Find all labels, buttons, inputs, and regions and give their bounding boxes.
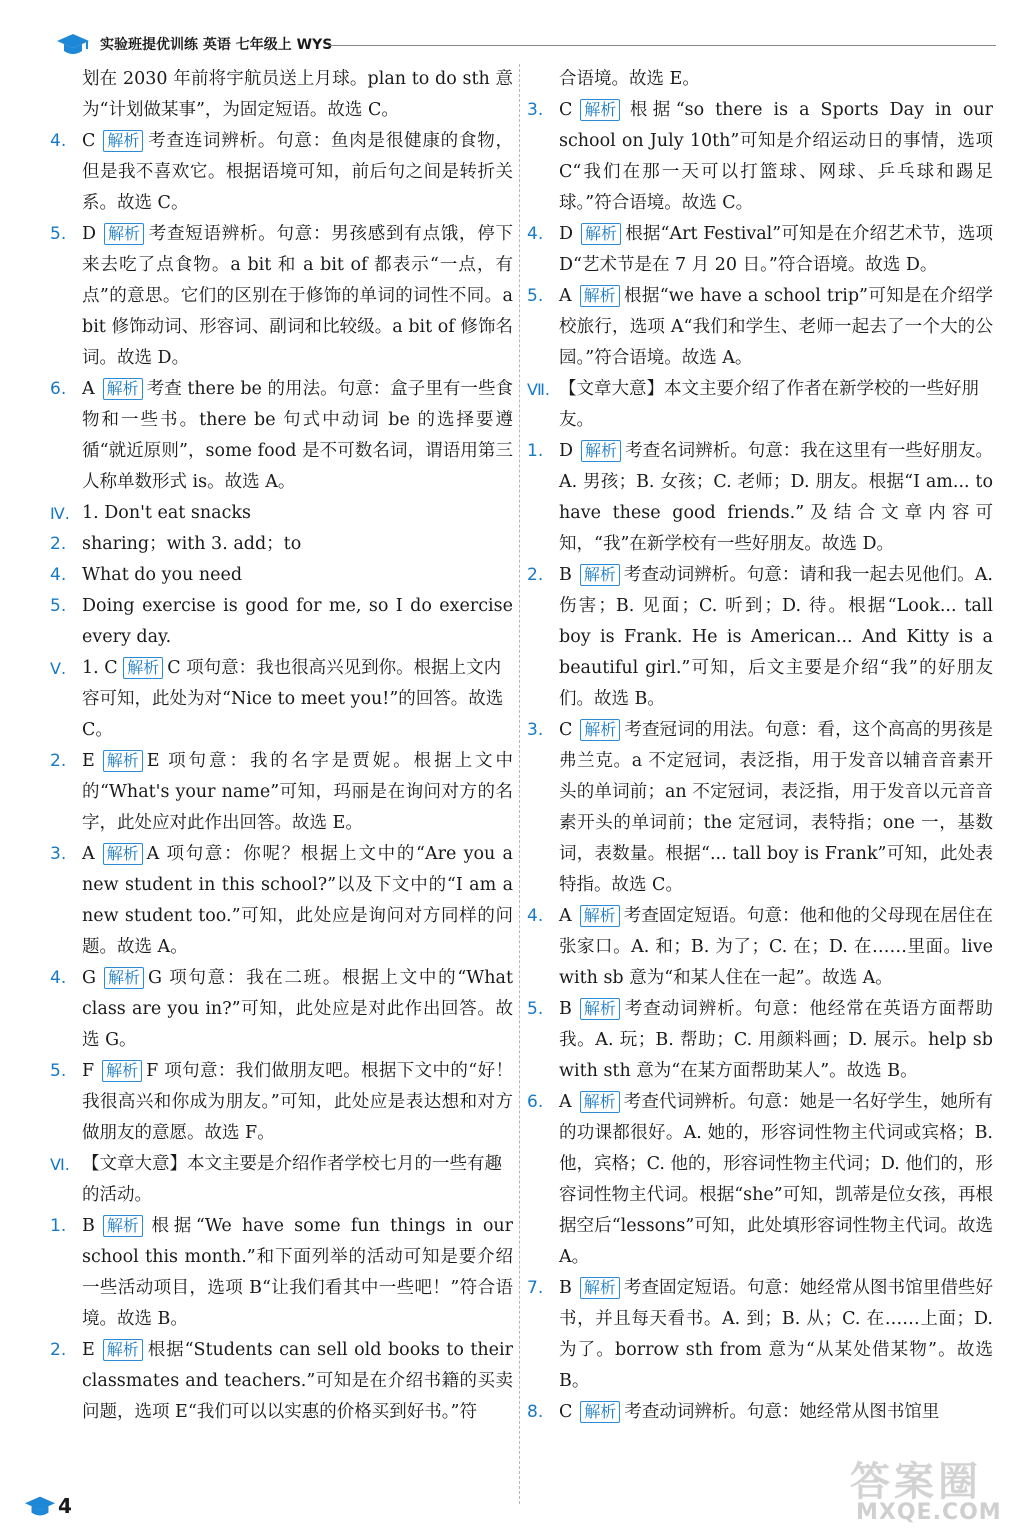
answer-choice: D [559,224,574,244]
answer-item [527,219,993,281]
answer-text: 考查固定短语。句意：他和他的父母现在居住在张家口。A. 和；B. 为了；C. 在；D. 在……里面。live with sb 意为“和某人住在一起”。故选 A。 [559,906,993,988]
question-number: 4. [527,906,544,926]
answer-choice: E [82,1340,95,1360]
question-number: 5. [527,999,544,1019]
question-number: 4. [50,968,67,988]
answer-choice: C [82,131,96,151]
answer-choice: B [559,999,572,1019]
answer-choice: C [559,1402,573,1422]
answer-item [50,560,513,591]
answer-text: 合语境。故选 E。 [559,69,700,89]
section-summary: 【文章大意】本文主要是介绍作者学校七月的一些有趣的活动。 [82,1154,502,1205]
analysis-tag: 解析 [580,1401,620,1423]
page-header [56,30,996,60]
answer-choice: F [82,1061,95,1081]
graduation-cap-icon [24,1494,56,1520]
section-number: Ⅴ. [50,659,67,678]
column-divider [519,64,520,1504]
question-number: 4. [527,224,544,244]
answer-item [50,1211,513,1335]
analysis-tag: 解析 [103,1215,143,1237]
question-number: 2. [50,751,67,771]
answer-choice: D [559,441,574,461]
answer-text: 1. C [82,658,124,678]
question-number: 6. [527,1092,544,1112]
question-number: 7. [527,1278,544,1298]
answer-choice: B [559,1278,572,1298]
analysis-tag: 解析 [580,1091,620,1113]
analysis-tag: 解析 [123,657,163,679]
answer-choice: A [559,286,572,306]
answer-choice: A [82,844,95,864]
answer-text: 根据“Students can sell old books to their classmates and teachers.”可知是在介绍书籍的买卖问题，选项 E“我们可以以实惠的价格买到好书。”符 [82,1340,513,1422]
answer-item [527,1273,993,1397]
answer-item [50,219,513,374]
answer-text: What do you need [82,565,243,585]
analysis-tag: 解析 [103,843,143,865]
section-heading [50,1149,513,1211]
analysis-tag: 解析 [580,285,620,307]
page-number [24,1494,84,1520]
answer-text: 根据“we have a school trip”可知是在介绍学校旅行，选项 A“我们和学生、老师一起去了一个大的公园。”符合语境。故选 A。 [559,286,993,368]
page-number-text: 4 [58,1494,72,1518]
watermark-url: MXQE.COM [856,1500,1002,1525]
answer-text: 根据“Art Festival”可知是在介绍艺术节，选项 D“艺术节是在 7 月 20 日。”符合语境。故选 D。 [559,224,993,275]
answer-text: 考查代词辨析。句意：她是一名好学生，她所有的功课都很好。A. 她的，形容词性物主代词或宾格；B. 他，宾格；C. 他的，形容词性物主代词；D. 他们的，形容词性物主代词。根据“she”可知，凯蒂是位女孩，再根据空后“lessons”可知，此处填形容词性物主代词。故选 A。 [559,1092,993,1267]
header-rule [328,45,996,46]
analysis-tag: 解析 [580,564,620,586]
answer-choice: B [559,565,572,585]
answer-text: 根据“We have some fun things in our school this month.”和下面列举的活动可知是要介绍一些活动项目，选项 B“让我们看其中一些吧！”符合语境。故选 B。 [82,1216,513,1329]
answer-item [527,1087,993,1273]
question-number: 4. [50,131,67,151]
answer-item [527,901,993,994]
analysis-tag: 解析 [103,130,143,152]
analysis-tag: 解析 [580,719,620,741]
answer-text: 考查短语辨析。句意：男孩感到有点饿，停下来去吃了点食物。a bit 和 a bit of 都表示“一点，有点”的意思。它们的区别在于修饰的单词的词性不同。a bit 修饰动词、形容词、副词和比较级。a bit of 修饰名词。故选 D。 [82,224,513,368]
answer-item [50,126,513,219]
answer-item [527,95,993,219]
answer-item [50,839,513,963]
answer-text: G 项句意：我在二班。根据上文中的“What class are you in?”可知，此处应是对此作出回答。故选 G。 [82,968,513,1050]
analysis-tag: 解析 [103,378,143,400]
section-first-item [50,498,513,529]
answer-text: 1. Don't eat snacks [82,503,251,523]
answer-text: C 项句意：我也很高兴见到你。根据上文内容可知，此处为对“Nice to meet you!”的回答。故选 C。 [82,658,504,740]
analysis-tag: 解析 [103,750,143,772]
book-title: 实验班提优训练 英语 七年级上 WYS [100,37,333,53]
answer-text: sharing；with 3. add；to [82,534,302,554]
question-number: 1. [50,1216,67,1236]
analysis-tag: 解析 [103,1339,143,1361]
question-number: 5. [527,286,544,306]
analysis-tag: 解析 [581,440,621,462]
question-number: 5. [50,596,67,616]
question-number: 5. [50,224,67,244]
answer-text: F 项句意：我们做朋友吧。根据下文中的“好！我很高兴和你成为朋友。”可知，此处应是表达想和对方做朋友的意愿。故选 F。 [82,1061,513,1143]
answer-choice: A [559,906,572,926]
answer-item [50,591,513,653]
question-number: 2. [527,565,544,585]
analysis-tag: 解析 [580,905,620,927]
answer-text: A 项句意：你呢？根据上文中的“Are you a new student in this school?”以及下文中的“I am a new student too.”可知，此处应是询问对方同样的问题。故选 A。 [82,844,513,957]
question-number: 3. [50,844,67,864]
question-number: 6. [50,379,67,399]
question-number: 5. [50,1061,67,1081]
watermark [840,1450,1020,1530]
question-number: 2. [50,1340,67,1360]
answer-choice: E [82,751,95,771]
answer-item [527,436,993,560]
answer-text: E 项句意：我的名字是贾妮。根据上文中的“What's your name”可知，玛丽是在询问对方的名字，此处应对此作出回答。故选 E。 [82,751,513,833]
answer-item [527,560,993,715]
answer-item [527,994,993,1087]
answer-text: 考查名词辨析。句意：我在这里有一些好朋友。A. 男孩；B. 女孩；C. 老师；D. 朋友。根据“I am... to have these good friends.”及结合文章内容可知，“我”在新学校有一些好朋友。故选 D。 [559,441,993,554]
answer-text: 考查固定短语。句意：她经常从图书馆里借些好书，并且每天看书。A. 到；B. 从；C. 在……上面；D. 为了。borrow sth from 意为“从某处借某物”。故选 B。 [559,1278,993,1391]
section-number: Ⅶ. [527,380,550,399]
left-column [50,64,513,1428]
answer-choice: A [559,1092,572,1112]
section-summary: 【文章大意】本文主要介绍了作者在新学校的一些好朋友。 [559,379,979,430]
question-number: 1. [527,441,544,461]
analysis-tag: 解析 [104,967,144,989]
question-number: 4. [50,565,67,585]
answer-text: 考查动词辨析。句意：他经常在英语方面帮助我。A. 玩；B. 帮助；C. 用颜料画；D. 展示。help sb with sth 意为“在某方面帮助某人”。故选 B。 [559,999,993,1081]
answer-text: Doing exercise is good for me, so I do exercise every day. [82,596,513,647]
answer-item [50,746,513,839]
answer-choice: C [559,100,573,120]
answer-item [527,1397,993,1428]
answer-text: 划在 2030 年前将宇航员送上月球。plan to do sth 意为“计划做某事”，为固定短语。故选 C。 [82,69,513,120]
question-number: 3. [527,100,544,120]
answer-choice: G [82,968,96,988]
question-number: 3. [527,720,544,740]
analysis-tag: 解析 [104,223,144,245]
answer-choice: B [82,1216,95,1236]
answer-item [50,529,513,560]
answer-item [527,281,993,374]
section-first-item [50,653,513,746]
analysis-tag: 解析 [102,1060,142,1082]
right-column [527,64,993,1428]
answer-choice: A [82,379,95,399]
answer-choice: C [559,720,573,740]
answer-text: 根据“so there is a Sports Day in our school on July 10th”可知是介绍运动日的事情，选项 C“我们在那一天可以打篮球、网球、乒乓球和踢足球。”符合语境。故选 C。 [559,100,993,213]
answer-continuation [527,64,993,95]
answer-item [50,1335,513,1428]
section-heading [527,374,993,436]
question-number: 2. [50,534,67,554]
analysis-tag: 解析 [580,1277,620,1299]
answer-text: 考查 there be 的用法。句意：盒子里有一些食物和一些书。there be 句式中动词 be 的选择要遵循“就近原则”，some food 是不可数名词，谓语用第三人称单数形式 is。故选 A。 [82,379,513,492]
answer-item [50,963,513,1056]
answer-text: 考查动词辨析。句意：请和我一起去见他们。A. 伤害；B. 见面；C. 听到；D. 待。根据“Look... tall boy is Frank. He is American... And Kitty is a beautiful girl.”可知，后文主要是介绍“我”的好朋友们。故选 B。 [559,565,993,709]
answer-item [527,715,993,901]
section-number: Ⅳ. [50,504,70,523]
answer-item [50,1056,513,1149]
answer-item [50,374,513,498]
analysis-tag: 解析 [581,223,621,245]
answer-text: 考查冠词的用法。句意：看，这个高高的男孩是弗兰克。a 不定冠词，表泛指，用于发音以辅音音素开头的单词前；an 不定冠词，表泛指，用于发音以元音音素开头的单词前；the 定冠词，表特指；one 一，基数词，表数量。根据“... tall boy is Frank”可知，此处表特指。故选 C。 [559,720,993,895]
section-number: Ⅵ. [50,1155,70,1174]
analysis-tag: 解析 [580,99,620,121]
analysis-tag: 解析 [580,998,620,1020]
watermark-logo-text: 答案圈 [850,1459,982,1505]
answer-text: 考查连词辨析。句意：鱼肉是很健康的食物，但是我不喜欢它。根据语境可知，前后句之间是转折关系。故选 C。 [82,131,513,213]
graduation-cap-icon [56,32,90,58]
question-number: 8. [527,1402,544,1422]
answer-choice: D [82,224,97,244]
answer-text: 考查动词辨析。句意：她经常从图书馆里 [624,1402,940,1422]
answer-continuation [50,64,513,126]
